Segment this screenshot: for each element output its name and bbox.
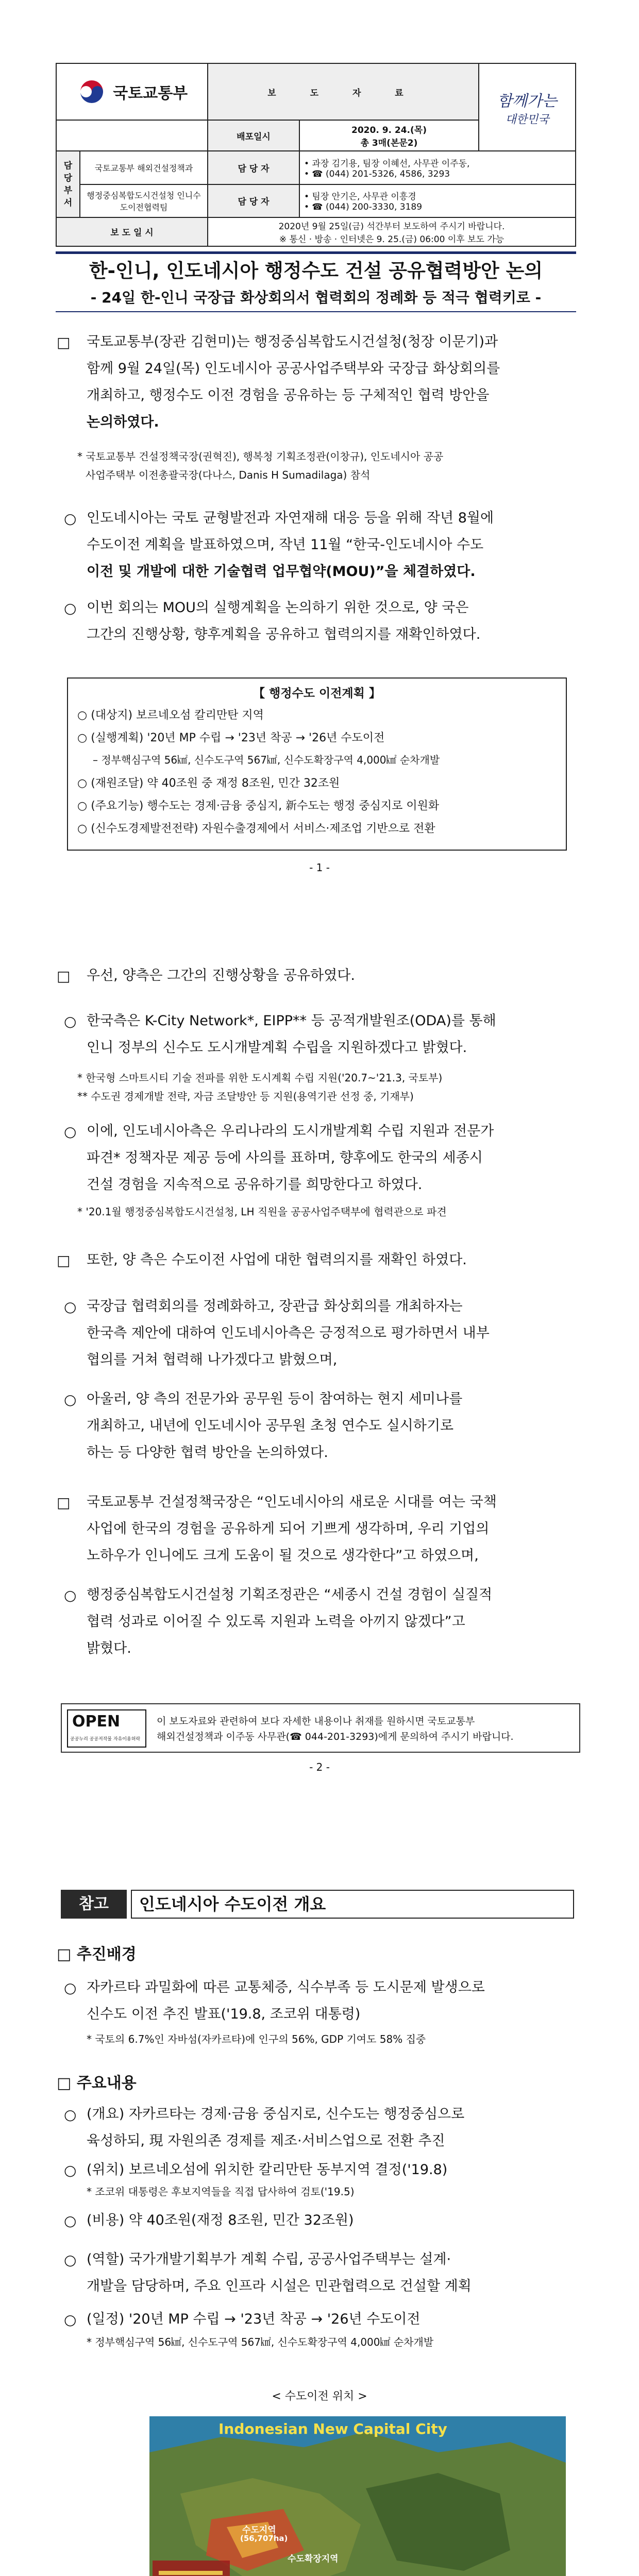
slogan-cell (479, 63, 576, 151)
p2-line-2: 수도이전 계획을 발표하였으며, 작년 11월 “한국-인도네시아 수도 (87, 537, 484, 553)
person-1-cell (299, 151, 576, 184)
dist-pages: 총 3매(본문2) (360, 138, 418, 149)
person-label-2: 담 당 자 (208, 184, 299, 217)
box-row: ○ (실행계획) '20년 MP 수립 → '23년 착공 → '26년 수도이전 (77, 732, 385, 744)
s2-role-line-1: (역할) 국가개발기획부가 계획 수립, 공공사업주택부는 설계· (87, 2251, 451, 2267)
header-table (56, 63, 576, 247)
p2-5-line-2: 한국측 제안에 대하여 인도네시아측은 긍정적으로 평가하면서 내부 (87, 1325, 490, 1341)
p2-4-paragraph: 또한, 양 측은 수도이전 사업에 대한 협력의지를 재확인 하였다. (87, 1252, 467, 1268)
s1-line-2: 신수도 이전 추진 발표('19.8, 조코위 대통령) (87, 2006, 361, 2022)
circle-bullet: ○ (64, 2212, 77, 2229)
headline-rule-bottom (56, 311, 576, 312)
square-bullet: □ (57, 1252, 71, 1269)
dept-label: 담당 부서 (56, 151, 80, 217)
person-1-phones: • ☎ (044) 201-5326, 4586, 3293 (304, 169, 450, 180)
p2-5-paragraph (87, 1293, 571, 1374)
s2-role (87, 2246, 571, 2300)
s2-overview-line-2: 육성하되, 現 자원의존 경제를 제조·서비스업으로 전환 추진 (87, 2133, 445, 2149)
blank-cell (56, 120, 208, 151)
capital-location-map (149, 2416, 566, 2576)
circle-bullet: ○ (64, 1298, 77, 1315)
box-row: ○ (신수도경제발전전략) 자원수출경제에서 서비스·제조업 기반으로 전환 (77, 822, 435, 835)
p2-6-line-3: 하는 등 다양한 협력 방안을 논의하였다. (87, 1445, 328, 1461)
open-license-text (157, 1714, 514, 1744)
map-label-ext: 수도확장지역 (288, 2554, 339, 2564)
circle-bullet: ○ (64, 1391, 77, 1408)
circle-bullet: ○ (64, 2162, 77, 2179)
report-line-1: 2020년 9월 25일(금) 석간부터 보도하여 주시기 바랍니다. (278, 221, 505, 232)
map-label-core-area: (56,707ha) (240, 2534, 288, 2543)
box-row: ○ (재원조달) 약 40조원 중 재정 8조원, 민간 32조원 (77, 777, 340, 790)
p3-line-1: 이번 회의는 MOU의 실행계획을 논의하기 위한 것으로, 양 국은 (87, 600, 469, 616)
headline: 한-인니, 인도네시아 행정수도 건설 공유협력방안 논의 (89, 260, 543, 282)
circle-bullet: ○ (64, 2311, 77, 2328)
p2-5-line-3: 협의를 거쳐 협력해 나가겠다고 밝혔으며, (87, 1352, 338, 1368)
p2-6-line-1: 아울러, 양 측의 전문가와 공무원 등이 참여하는 현지 세미나를 (87, 1391, 463, 1407)
s2-location: (위치) 보르네오섬에 위치한 칼리만탄 동부지역 결정('19.8) (87, 2162, 448, 2178)
s2-role-line-2: 개발을 담당하며, 주요 인프라 시설은 민관협력으로 건설할 계획 (87, 2278, 472, 2294)
circle-bullet: ○ (64, 600, 77, 617)
note1-line-1: * 국토교통부 건설정책국장(권혁진), 행복청 기획조정관(이창규), 인도네시아 공공 (77, 450, 444, 463)
dist-cell (299, 120, 479, 151)
p2-7-paragraph (87, 1489, 571, 1569)
circle-bullet: ○ (64, 510, 77, 527)
dept-2: 행정중심복합도시건설청 인니수도이전협력팀 (80, 184, 208, 217)
s1-line-1: 자카르타 과밀화에 따른 교통체증, 식수부족 등 도시문제 발생으로 (87, 1979, 485, 1995)
s2-schedule-note: * 정부핵심구역 56㎢, 신수도구역 567㎢, 신수도확장구역 4,000㎢ 순차개발 (87, 2336, 434, 2348)
p2-6-paragraph (87, 1386, 571, 1466)
capital-plan-box (67, 677, 567, 851)
p2-7-line-3: 노하우가 인니에도 크게 도움이 될 것으로 생각한다”고 하였으며, (87, 1548, 479, 1564)
slogan-line-2: 대한민국 (505, 113, 549, 126)
p3-line-2: 그간의 진행상황, 향후계획을 공유하고 협력의지를 재확인하였다. (87, 626, 481, 642)
p2-1-paragraph: 우선, 양측은 그간의 진행상황을 공유하였다. (87, 968, 355, 984)
s2-overview-line-1: (개요) 자카르타는 경제·금융 중심지로, 신수도는 행정중심으로 (87, 2106, 465, 2122)
circle-bullet: ○ (64, 1013, 77, 1030)
s2-cost: (비용) 약 40조원(재정 8조원, 민간 32조원) (87, 2212, 354, 2228)
dist-label: 배포일시 (208, 120, 299, 151)
report-line-2: ※ 통신 · 방송 · 인터넷은 9. 25.(금) 06:00 이후 보도 가능 (279, 234, 505, 245)
s2-schedule: (일정) '20년 MP 수립 → '23년 착공 → '26년 수도이전 (87, 2311, 421, 2327)
dept-1: 국토교통부 해외건설정책과 (80, 151, 208, 184)
circle-bullet: ○ (64, 1587, 77, 1604)
s2-location-note: * 조코위 대통령은 후보지역들을 직접 답사하여 검토('19.5) (87, 2185, 355, 2198)
p2-8-line-1: 행정중심복합도시건설청 기획조정관은 “세종시 건설 경험이 실질적 (87, 1587, 493, 1603)
square-bullet: □ (57, 968, 71, 985)
p1-line-2: 함께 9월 24일(목) 인도네시아 공공사업주택부와 국장급 화상회의를 (87, 361, 500, 377)
p2-2-paragraph (87, 1008, 571, 1061)
p2-7-line-2: 사업에 한국의 경험을 공유하게 되어 기쁘게 생각하며, 우리 기업의 (87, 1521, 490, 1537)
box-row: – 정부핵심구역 56㎢, 신수도구역 567㎢, 신수도확장구역 4,000㎢ 순차개발 (93, 754, 440, 766)
open-badge-text: OPEN (72, 1713, 121, 1731)
person-2-phones: • ☎ (044) 200-3330, 3189 (304, 202, 423, 213)
map-caption: < 수도이전 위치 > (272, 2390, 367, 2403)
press-release-title: 보 도 자 료 (208, 63, 479, 120)
s2-overview (87, 2101, 571, 2155)
p2-6-line-2: 개최하고, 내년에 인도네시아 공무원 초청 연수도 실시하기로 (87, 1418, 454, 1434)
person-1-names: • 과장 김기용, 팀장 이혜선, 사무관 이주동, (304, 159, 470, 170)
p2-2-line-1: 한국측은 K-City Network*, EIPP** 등 공적개발원조(ODA)를 통해 (87, 1013, 496, 1029)
open-license-badge (67, 1709, 146, 1748)
page-number-2: - 2 - (309, 1761, 330, 1773)
report-label: 보 도 일 시 (56, 217, 208, 246)
open-text-line-2: 해외건설정책과 이주동 사무관(☎ 044-201-3293)에게 문의하여 주시기 바랍니다. (157, 1731, 514, 1742)
subheadline: - 24일 한-인니 국장급 화상회의서 협력회의 정례화 등 적극 협력키로 - (90, 289, 542, 306)
note2 (77, 1069, 567, 1106)
note1-line-2: 사업주택부 이전총괄국장(다나스, Danis H Sumadilaga) 참석 (86, 469, 371, 481)
p2-3-line-2: 파견* 정책자문 제공 등에 사의를 표하며, 향후에도 한국의 세종시 (87, 1150, 483, 1166)
ministry-name: 국토교통부 (113, 84, 188, 103)
circle-bullet: ○ (64, 1123, 77, 1140)
s1-paragraph (87, 1974, 571, 2028)
report-cell (208, 217, 576, 246)
p2-3-paragraph (87, 1118, 571, 1198)
p2-8-line-3: 밝혔다. (87, 1640, 131, 1656)
ministry-logo-cell (56, 63, 208, 120)
p2-5-line-1: 국장급 협력회의를 정례화하고, 장관급 화상회의를 개최하자는 (87, 1298, 463, 1314)
p2-3-line-3: 건설 경험을 지속적으로 공유하기를 희망한다고 하였다. (87, 1177, 423, 1193)
slogan-line-1: 함께가는 (497, 92, 557, 110)
p2-8-line-2: 협력 성과로 이어질 수 있도록 지원과 노력을 아끼지 않겠다”고 (87, 1614, 465, 1630)
dist-date: 2020. 9. 24.(목) (351, 125, 427, 136)
person-2-cell (299, 184, 576, 217)
section-background: □ 추진배경 (57, 1945, 137, 1963)
p1-line-3: 개최하고, 행정수도 이전 경험을 공유하는 등 구체적인 협력 방안을 (87, 387, 490, 403)
p2-paragraph (87, 505, 571, 585)
page-number-1: - 1 - (309, 861, 330, 874)
note2-line-2: ** 수도권 경제개발 전략, 자금 조달방안 등 지원(용역기관 선정 중, 기재부) (77, 1090, 414, 1103)
open-text-line-1: 이 보도자료와 관련하여 보다 자세한 내용이나 취재를 원하시면 국토교통부 (157, 1716, 475, 1727)
p2-8-paragraph (87, 1582, 571, 1662)
map-title: Indonesian New Capital City (218, 2420, 447, 2437)
map-label-core: 수도지역 (242, 2525, 276, 2535)
square-bullet: □ (57, 334, 71, 351)
box-row: ○ (주요기능) 행수도는 경제·금융 중심지, 新수도는 행정 중심지로 이원화 (77, 800, 440, 812)
p1-line-4: 논의하였다. (87, 414, 159, 430)
p1-paragraph (87, 329, 571, 436)
p3-paragraph (87, 595, 571, 648)
box-title: 【 행정수도 이전계획 】 (253, 687, 381, 700)
section-contents: □ 주요내용 (57, 2074, 137, 2092)
headline-rule-top (56, 251, 576, 254)
note1 (77, 447, 567, 484)
p2-line-3: 이전 및 개발에 대한 기술협력 업무협약(MOU)”을 체결하였다. (87, 564, 476, 580)
s1-note: * 국토의 6.7%인 자바섬(자카르타)에 인구의 56%, GDP 기여도 58% 집중 (87, 2033, 426, 2045)
square-bullet: □ (57, 1494, 71, 1511)
person-2-names: • 팀장 안기은, 사무관 이흥경 (304, 192, 416, 202)
circle-bullet: ○ (64, 1979, 77, 1996)
p2-line-1: 인도네시아는 국토 균형발전과 자연재해 대응 등을 위해 작년 8월에 (87, 510, 494, 526)
open-license-box (61, 1703, 580, 1753)
note2-line-1: * 한국형 스마트시티 기술 전파를 위한 도시계획 수립 지원('20.7~'21.3, 국토부) (77, 1072, 443, 1084)
open-badge-sub: 공공누리 공공저작물 자유이용허락 (70, 1737, 141, 1742)
p1-line-1: 국토교통부(장관 김현미)는 행정중심복합도시건설청(청장 이문기)과 (87, 334, 498, 350)
map-image (149, 2416, 566, 2576)
circle-bullet: ○ (64, 2106, 77, 2123)
p2-3-line-1: 이에, 인도네시아측은 우리나라의 도시개발계획 수립 지원과 전문가 (87, 1123, 494, 1139)
reference-title: 인도네시아 수도이전 개요 (131, 1890, 574, 1919)
p2-2-line-2: 인니 정부의 신수도 도시개발계획 수립을 지원하겠다고 밝혔다. (87, 1040, 467, 1056)
box-row: ○ (대상지) 보르네오섬 칼리만탄 지역 (77, 709, 264, 722)
korea-emblem-icon (76, 76, 107, 107)
p2-7-line-1: 국토교통부 건설정책국장은 “인도네시아의 새로운 시대를 여는 국책 (87, 1494, 497, 1510)
reference-tag: 참고 (61, 1890, 127, 1919)
person-label-1: 담 당 자 (208, 151, 299, 184)
note3: * '20.1월 행정중심복합도시건설청, LH 직원을 공공사업주택부에 협력관으로 파견 (77, 1206, 447, 1218)
circle-bullet: ○ (64, 2251, 77, 2268)
